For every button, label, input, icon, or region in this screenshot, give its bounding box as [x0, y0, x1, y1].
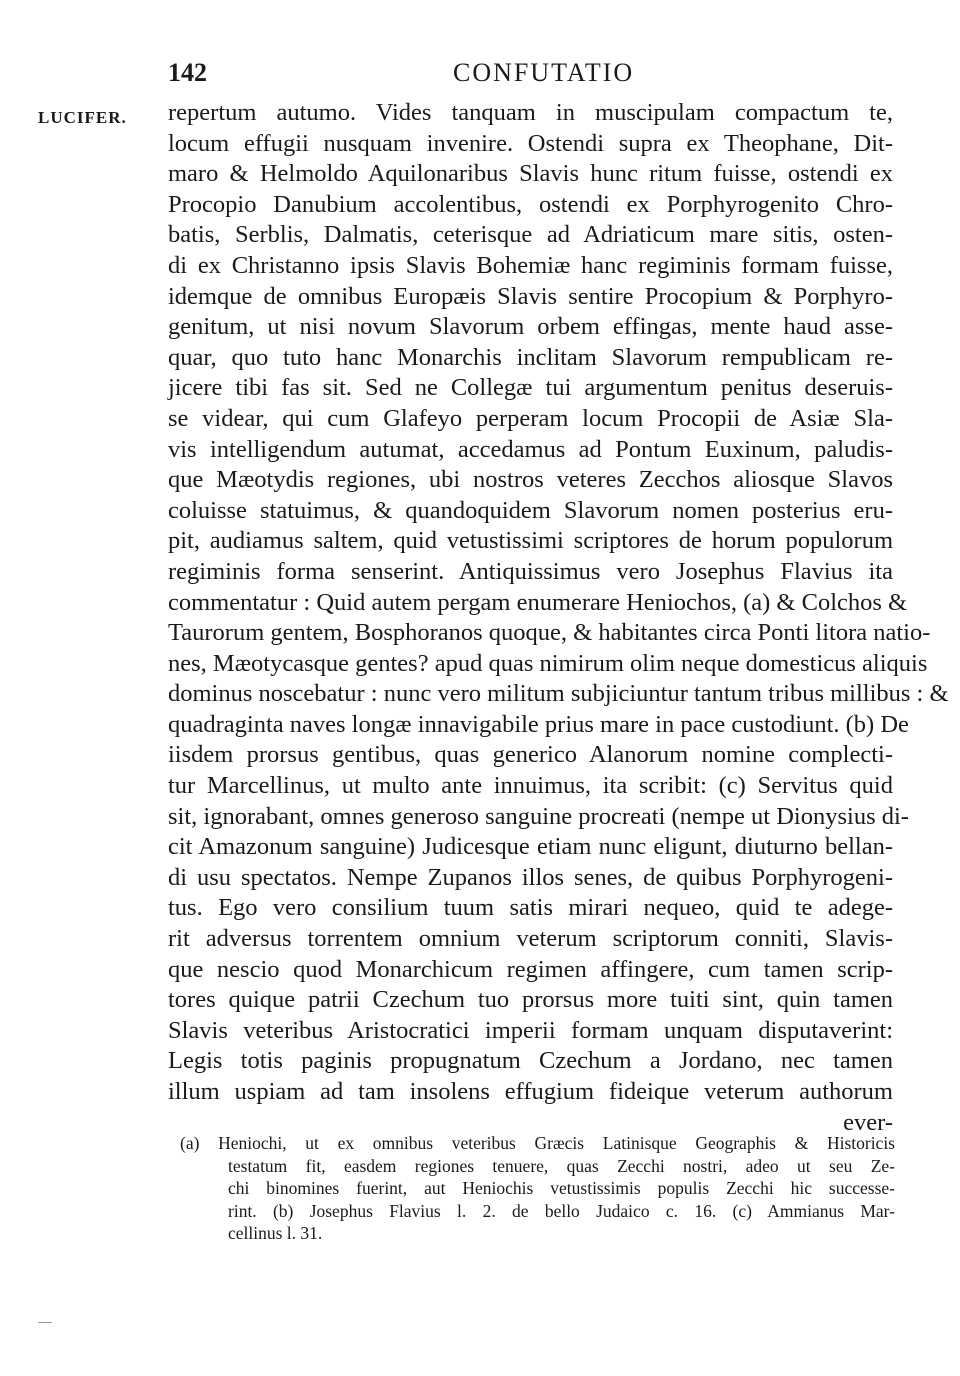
footnote-line: chi binomines fuerint, aut Heniochis vetustissimis populis Zecchi hic successe-: [228, 1178, 895, 1198]
text-line: di ex Christanno ipsis Slavis Bohemiæ hanc regiminis formam fuisse,: [168, 251, 893, 279]
text-line: repertum autumo. Vides tanquam in muscipulam compactum te,: [168, 99, 893, 126]
text-line: tus. Ego vero consilium tuum satis mirari nequeo, quid te adege-: [168, 894, 893, 922]
text-line: pit, audiamus saltem, quid vetustissimi scriptores de horum populorum: [168, 527, 893, 555]
text-line: maro & Helmoldo Aquilonaribus Slavis hunc ritum fuisse, ostendi ex: [168, 160, 893, 188]
text-line: que nescio quod Monarchicum regimen affingere, cum tamen scrip-: [168, 955, 893, 983]
text-line: nes, Mæotycasque gentes? apud quas nimirum olim neque domesticus aliquis: [168, 649, 928, 677]
running-head: [168, 58, 893, 98]
footnote-line: rint. (b) Josephus Flavius l. 2. de bello Judaico c. 16. (c) Ammianus Mar-: [228, 1200, 895, 1221]
text-line: locum effugii nusquam invenire. Ostendi supra ex Theophane, Dit-: [168, 129, 893, 157]
text-line: rit adversus torrentem omnium veterum scriptorum conniti, Slavis-: [168, 925, 893, 953]
text-line: que Mæotydis regiones, ubi nostros veteres Zecchos aliosque Slavos: [168, 466, 893, 494]
text-line: tores quique patrii Czechum tuo prorsus more tuiti sint, quin tamen: [168, 986, 893, 1014]
margin-note: LUCIFER.: [38, 108, 127, 127]
text-line: quadraginta naves longæ innavigabile prius mare in pace custodiunt. (b) De: [168, 710, 909, 738]
margin-dash: [38, 1322, 52, 1323]
footnote-line: (a) Heniochi, ut ex omnibus veteribus Græcis Latinisque Geographis & Historicis: [180, 1133, 895, 1153]
text-line: sit, ignorabant, omnes generoso sanguine procreati (nempe ut Dionysius di-: [168, 802, 909, 830]
footnotes: [180, 1132, 895, 1245]
text-line: Procopio Danubium accolentibus, ostendi ex Porphyrogenito Chro-: [168, 190, 893, 218]
text-line: vis intelligendum autumat, accedamus ad Pontum Euxinum, paludis-: [168, 435, 893, 463]
text-line: regiminis forma senserint. Antiquissimus vero Josephus Flavius ita: [168, 557, 893, 585]
text-line: di usu spectatos. Nempe Zupanos illos senes, de quibus Porphyrogeni-: [168, 863, 893, 891]
text-line: batis, Serblis, Dalmatis, ceterisque ad Adriaticum mare sitis, osten-: [168, 221, 893, 249]
text-line: idemque de omnibus Europæis Slavis sentire Procopium & Porphyro-: [168, 282, 893, 310]
text-line: se videar, qui cum Glafeyo perperam locum Procopii de Asiæ Sla-: [168, 404, 893, 432]
text-line: illum uspiam ad tam insolens effugium fideique veterum authorum: [168, 1078, 893, 1105]
footnote-line: testatum fit, easdem regiones tenuere, quas Zecchi nostri, adeo ut seu Ze-: [228, 1155, 895, 1176]
text-line: iisdem prorsus gentibus, quas generico Alanorum nomine complecti-: [168, 741, 893, 769]
text-line: Slavis veteribus Aristocratici imperii formam unquam disputaverint:: [168, 1016, 893, 1044]
text-line: quar, quo tuto hanc Monarchis inclitam Slavorum rempublicam re-: [168, 343, 893, 371]
text-line: Taurorum gentem, Bosphoranos quoque, & habitantes circa Ponti litora natio-: [168, 619, 931, 647]
body-text: [168, 98, 949, 1138]
footnote-line: cellinus l. 31.: [228, 1223, 323, 1243]
text-line: coluisse statuimus, & quandoquidem Slavorum nomen posterius eru-: [168, 496, 893, 524]
text-line: tur Marcellinus, ut multo ante innuimus, ita scribit: (c) Servitus quid: [168, 772, 893, 800]
running-title: CONFUTATIO: [453, 58, 635, 87]
catchword: ever-: [843, 1108, 893, 1136]
page-number: 142: [168, 58, 207, 87]
text-line: genitum, ut nisi novum Slavorum orbem effingas, mente haud asse-: [168, 313, 893, 341]
text-line: commentatur : Quid autem pergam enumerare Heniochos, (a) & Colchos &: [168, 588, 908, 616]
text-line: Legis totis paginis propugnatum Czechum a Jordano, nec tamen: [168, 1047, 893, 1075]
text-line: jicere tibi fas sit. Sed ne Collegæ tui argumentum penitus deseruis-: [168, 374, 893, 402]
text-line: cit Amazonum sanguine) Judicesque etiam nunc eligunt, diuturno bellan-: [168, 833, 893, 861]
text-line: dominus noscebatur : nunc vero militum subjiciuntur tantum tribus millibus : &: [168, 680, 949, 708]
